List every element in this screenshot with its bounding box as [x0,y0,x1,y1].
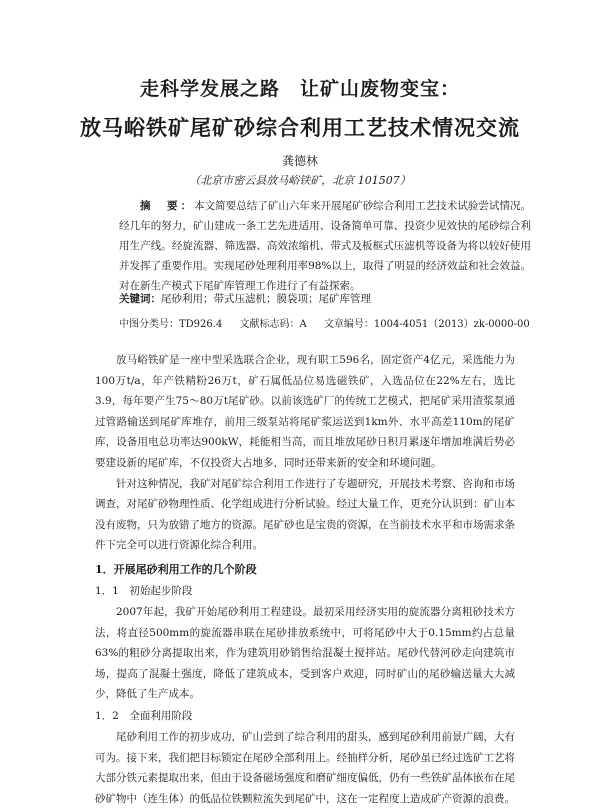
paragraph: 放马峪铁矿是一座中型采选联合企业，现有职工596名，固定资产4亿元，采选能力为100万t/a，年产铁精粉26万t，矿石属低品位易选磁铁矿，入选品位在22%左右，选比3.9，每年要产生75～80万t尾矿砂。以前该选矿厂的传统工艺模式，把尾矿采用渣浆泵通过管路输送到尾矿库堆存，前用三级泵站将尾矿浆运送到1km外、水平高差110m的尾矿库，设备用电总功率达900kW，耗能相当高，而且堆放尾砂日积月累逐年增加堆满后势必要建设新的尾矿库，不仅投资大占地多，同时还带来新的安全和环境问题。 [95,354,515,469]
clc-number: 中图分类号：TD926.4 [119,319,223,330]
keywords [119,290,531,308]
abstract-label: 摘 要： [140,200,195,212]
classification-line [119,316,539,334]
title-line-1: 走科学发展之路 让矿山废物变宝： [139,78,460,100]
section-heading: 1．开展尾砂利用工作的几个阶段 [95,562,257,576]
paragraph: 2007年起，我矿开始尾砂利用工程建设。最初采用经济实用的旋流器分离粗砂技术方法，将直径500mm的旋流器串联在尾砂排放系统中，可将尾砂中大于0.15mm约占总量63%的粗砂分离提取出来，作为建筑用砂销售给混凝土搅拌站。尾砂代替河砂走向建筑市场，提高了混凝土强度，降低了建筑成本，受到客户欢迎，同时矿山的尾砂输送量大大减少，降低了生产成本。 [95,605,515,701]
author: 龚德林 [281,154,318,168]
article-number: 文章编号：1004-4051（2013）zk-0000-00 [323,319,530,330]
abstract-text: 本文简要总结了矿山六年来开展尾矿砂综合利用工艺技术试验尝试情况。经几年的努力，矿山建成一条工艺先进适用、设备简单可靠、投资少见效快的尾砂综合利用生产线。经旋流器、筛选器、高效浓缩机、带式及板框式压滤机等设备为将以较好使用并发挥了重要作用。实现尾砂处理利用率98%以上，取得了明显的经济效益和社会效益。对在新生产模式下尾矿库管理工作进行了有益探索。 [119,200,532,292]
keywords-text: 尾砂利用；带式压滤机；膜袋项；尾矿库管理 [161,293,371,305]
abstract [119,196,531,296]
title-line-2: 放马峪铁矿尾矿砂综合利用工艺技术情况交流 [80,115,520,140]
keywords-label: 关键词： [119,293,161,305]
subsection-heading: 1．1 初始起步阶段 [95,584,193,597]
document-code: 文献标志码：A [239,319,307,330]
body-text [95,350,515,809]
subsection-heading: 1．2 全面利用阶段 [95,709,193,722]
paragraph: 针对这种情况，我矿对尾矿综合利用工作进行了专题研究，开展技术考察、咨询和市场调查，对尾矿砂物理性质、化学组成进行分析试验。经过大量工作，更充分认识到：矿山本没有废物，只为放错了地方的资源。尾矿砂也是宝贵的资源，在当前技术水平和市场需求条件下完全可以进行资源化综合利用。 [95,477,515,552]
affiliation: （北京市密云县放马峪铁矿，北京 101507） [189,174,411,187]
paragraph: 尾砂利用工作的初步成功，矿山尝到了综合利用的甜头，感到尾砂利用前景广阔，大有可为。接下来，我们把目标锁定在尾砂全部利用上。经抽样分析，尾砂虽已经过选矿工艺将大部分铁元素提取出来，但由于设备磁场强度和磨矿细度偏低，仍有一些铁矿晶体嵌布在尾砂矿物中（连生体）的低品位铁颗粒流失到尾矿中，这在一定程度上造成矿产资源的浪费。 [95,730,515,805]
